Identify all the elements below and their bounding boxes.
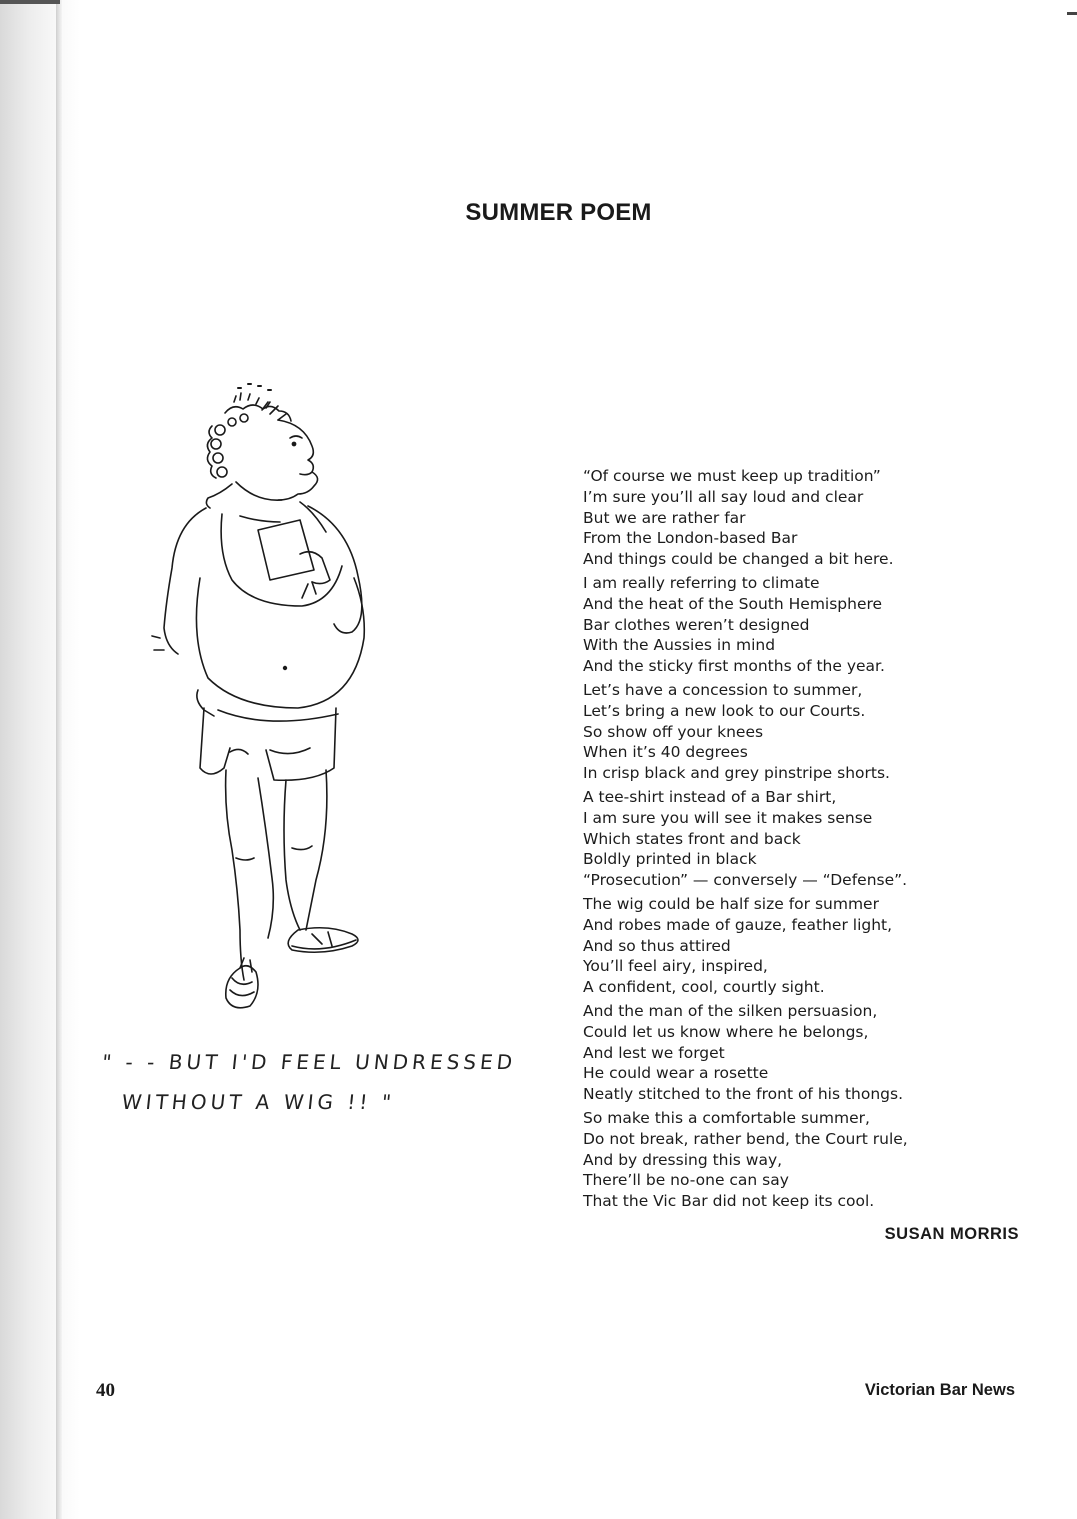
stanza <box>583 680 1033 784</box>
poem-line: I am sure you will see it makes sense <box>583 808 873 827</box>
stanza <box>583 894 1033 998</box>
page-binding-edge <box>56 0 62 1519</box>
poem-line: And the sticky first months of the year. <box>583 657 885 676</box>
poem-line: But we are rather far <box>583 508 746 527</box>
poem-line: Let’s have a concession to summer, <box>583 680 863 699</box>
poem-line: I’m sure you’ll all say loud and clear <box>583 487 864 506</box>
poem-line: And the heat of the South Hemisphere <box>583 594 883 613</box>
poem-line: So make this a comfortable summer, <box>583 1108 870 1127</box>
poem-line: A tee-shirt instead of a Bar shirt, <box>583 787 837 806</box>
cartoon-barrister-illustration <box>140 378 440 1018</box>
poem-line: And lest we forget <box>583 1043 725 1062</box>
poem-line: And so thus attired <box>583 936 731 955</box>
stanza <box>583 787 1033 891</box>
poem-line: Which states front and back <box>583 829 801 848</box>
stanza <box>583 573 1033 677</box>
poem-line: Could let us know where he belongs, <box>583 1022 869 1041</box>
torso <box>152 502 364 708</box>
poem-line: From the London-based Bar <box>583 529 798 548</box>
scan-edge-mark <box>1067 12 1077 15</box>
poem-line: I am really referring to climate <box>583 573 820 592</box>
poem-line: Bar clothes weren’t designed <box>583 615 810 634</box>
poem-line: And by dressing this way, <box>583 1150 783 1169</box>
poem-line: There’ll be no-one can say <box>583 1171 789 1190</box>
page-title: SUMMER POEM <box>465 199 652 226</box>
poem-line: In crisp black and grey pinstripe shorts. <box>583 764 890 783</box>
page-number: 40 <box>96 1380 115 1401</box>
poem-line: When it’s 40 degrees <box>583 743 748 762</box>
poem-line: Do not break, rather bend, the Court rule, <box>583 1129 908 1148</box>
cartoon-caption <box>96 1042 574 1122</box>
poem-line: “Of course we must keep up tradition” <box>583 467 881 485</box>
poem-line: The wig could be half size for summer <box>583 894 879 913</box>
poem-line: Neatly stitched to the front of his thongs. <box>583 1085 903 1104</box>
scan-corner-mark <box>0 0 60 4</box>
poem-line: That the Vic Bar did not keep its cool. <box>583 1192 875 1211</box>
poem-line: So show off your knees <box>583 722 764 741</box>
poem-line: “Prosecution” — conversely — “Defense”. <box>583 871 908 890</box>
feet-thongs <box>226 928 358 1008</box>
stanza <box>583 1001 1033 1105</box>
poem-body <box>583 466 1033 1215</box>
poem-line: And things could be changed a bit here. <box>583 550 894 569</box>
caption-line: " - - BUT I'D FEEL UNDRESSED <box>100 1050 518 1074</box>
stanza <box>583 466 1033 570</box>
poem-author: SUSAN MORRIS <box>884 1225 1019 1243</box>
poem-line: And robes made of gauze, feather light, <box>583 915 893 934</box>
wig-curls <box>207 384 291 478</box>
poem-line: A confident, cool, courtly sight. <box>583 978 825 997</box>
publication-name: Victorian Bar News <box>864 1381 1015 1399</box>
stanza <box>583 1108 1033 1212</box>
page-binding-shadow <box>0 0 80 1519</box>
poem-line: You’ll feel airy, inspired, <box>583 957 768 976</box>
poem-line: Let’s bring a new look to our Courts. <box>583 701 866 720</box>
poem-line: With the Aussies in mind <box>583 636 776 655</box>
caption-line: WITHOUT A WIG !! " <box>120 1090 397 1114</box>
poem-line: And the man of the silken persuasion, <box>583 1001 878 1020</box>
poem-line: Boldly printed in black <box>583 850 757 869</box>
poem-line: He could wear a rosette <box>583 1064 769 1083</box>
